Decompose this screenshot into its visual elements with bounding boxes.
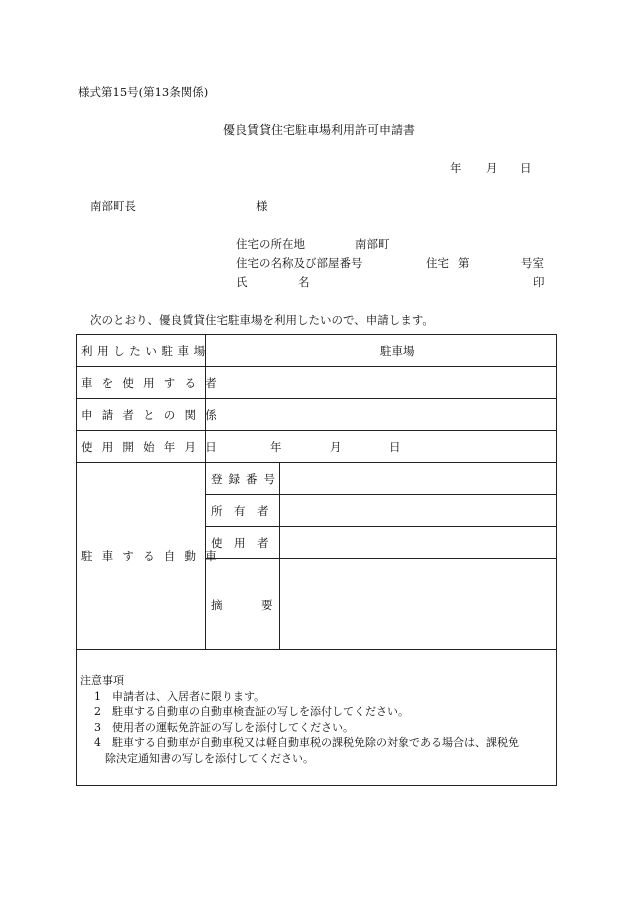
sub-label-registration: 登録番号	[211, 472, 281, 486]
name-label-1: 氏	[236, 275, 248, 289]
note-item: 2 駐車する自動車の自動車検査証の写しを添付してください。	[94, 705, 409, 718]
page-title: 優良賃貸住宅駐車場利用許可申請書	[223, 123, 416, 137]
sub-row-divider	[205, 494, 557, 495]
sub-label-remarks-1: 摘	[211, 598, 223, 612]
date-month: 月	[486, 161, 498, 175]
row-label-parking: 利用したい駐車場	[81, 344, 210, 358]
table-border-top	[76, 334, 557, 335]
sub-column-divider	[279, 462, 280, 650]
notes-section	[80, 673, 556, 766]
sub-row-divider	[205, 558, 557, 559]
note-item: 4 駐車する自動車が自動車税又は軽自動車税の課税免除の対象である場合は、課税免	[94, 736, 519, 749]
sub-label-remarks-2: 要	[261, 598, 273, 612]
intro-text: 次のとおり、優良賃貸住宅駐車場を利用したいので、申請します。	[90, 313, 434, 327]
row-label-driver: 車を使用する者	[81, 376, 226, 390]
row-label-car: 駐車する自動車	[81, 549, 226, 563]
row-label-relation: 申請者との関係	[81, 408, 226, 422]
row-divider	[76, 366, 557, 367]
table-border-right	[556, 334, 557, 786]
seal-mark: 印	[533, 275, 545, 289]
housing-kind: 住宅	[426, 256, 449, 270]
table-border-bottom	[76, 785, 557, 786]
sub-label-user: 使 用 者	[211, 536, 269, 550]
sub-label-owner: 所 有 者	[211, 504, 269, 518]
addressee-name: 南部町長	[90, 199, 136, 213]
row-label-start-date: 使用開始年月日	[81, 440, 226, 454]
date-year: 年	[450, 161, 462, 175]
notes-heading: 注意事項	[80, 674, 124, 687]
table-border-left	[76, 334, 77, 786]
housing-no-suffix: 号室	[521, 256, 544, 270]
housing-label: 住宅の名称及び部屋番号	[236, 256, 363, 270]
note-item: 3 使用者の運転免許証の写しを添付してください。	[94, 720, 354, 734]
sub-row-divider	[205, 526, 557, 527]
row-divider	[76, 462, 557, 463]
address-value: 南部町	[355, 237, 390, 251]
start-date-day: 日	[389, 440, 401, 454]
note-item: 除決定通知書の写しを添付してください。	[94, 751, 314, 765]
addressee-honorific: 様	[256, 199, 268, 213]
note-item: 1 申請者は、入居者に限ります。	[94, 689, 266, 703]
row-divider	[76, 649, 557, 650]
row-divider	[76, 430, 557, 431]
parking-value: 駐車場	[380, 344, 415, 358]
housing-no-prefix: 第	[458, 256, 470, 270]
date-day: 日	[520, 161, 532, 175]
address-label: 住宅の所在地	[236, 237, 305, 251]
start-date-year: 年	[270, 440, 282, 454]
name-label-2: 名	[298, 275, 310, 289]
form-number: 様式第15号(第13条関係)	[78, 85, 209, 99]
row-divider	[76, 398, 557, 399]
start-date-month: 月	[330, 440, 342, 454]
